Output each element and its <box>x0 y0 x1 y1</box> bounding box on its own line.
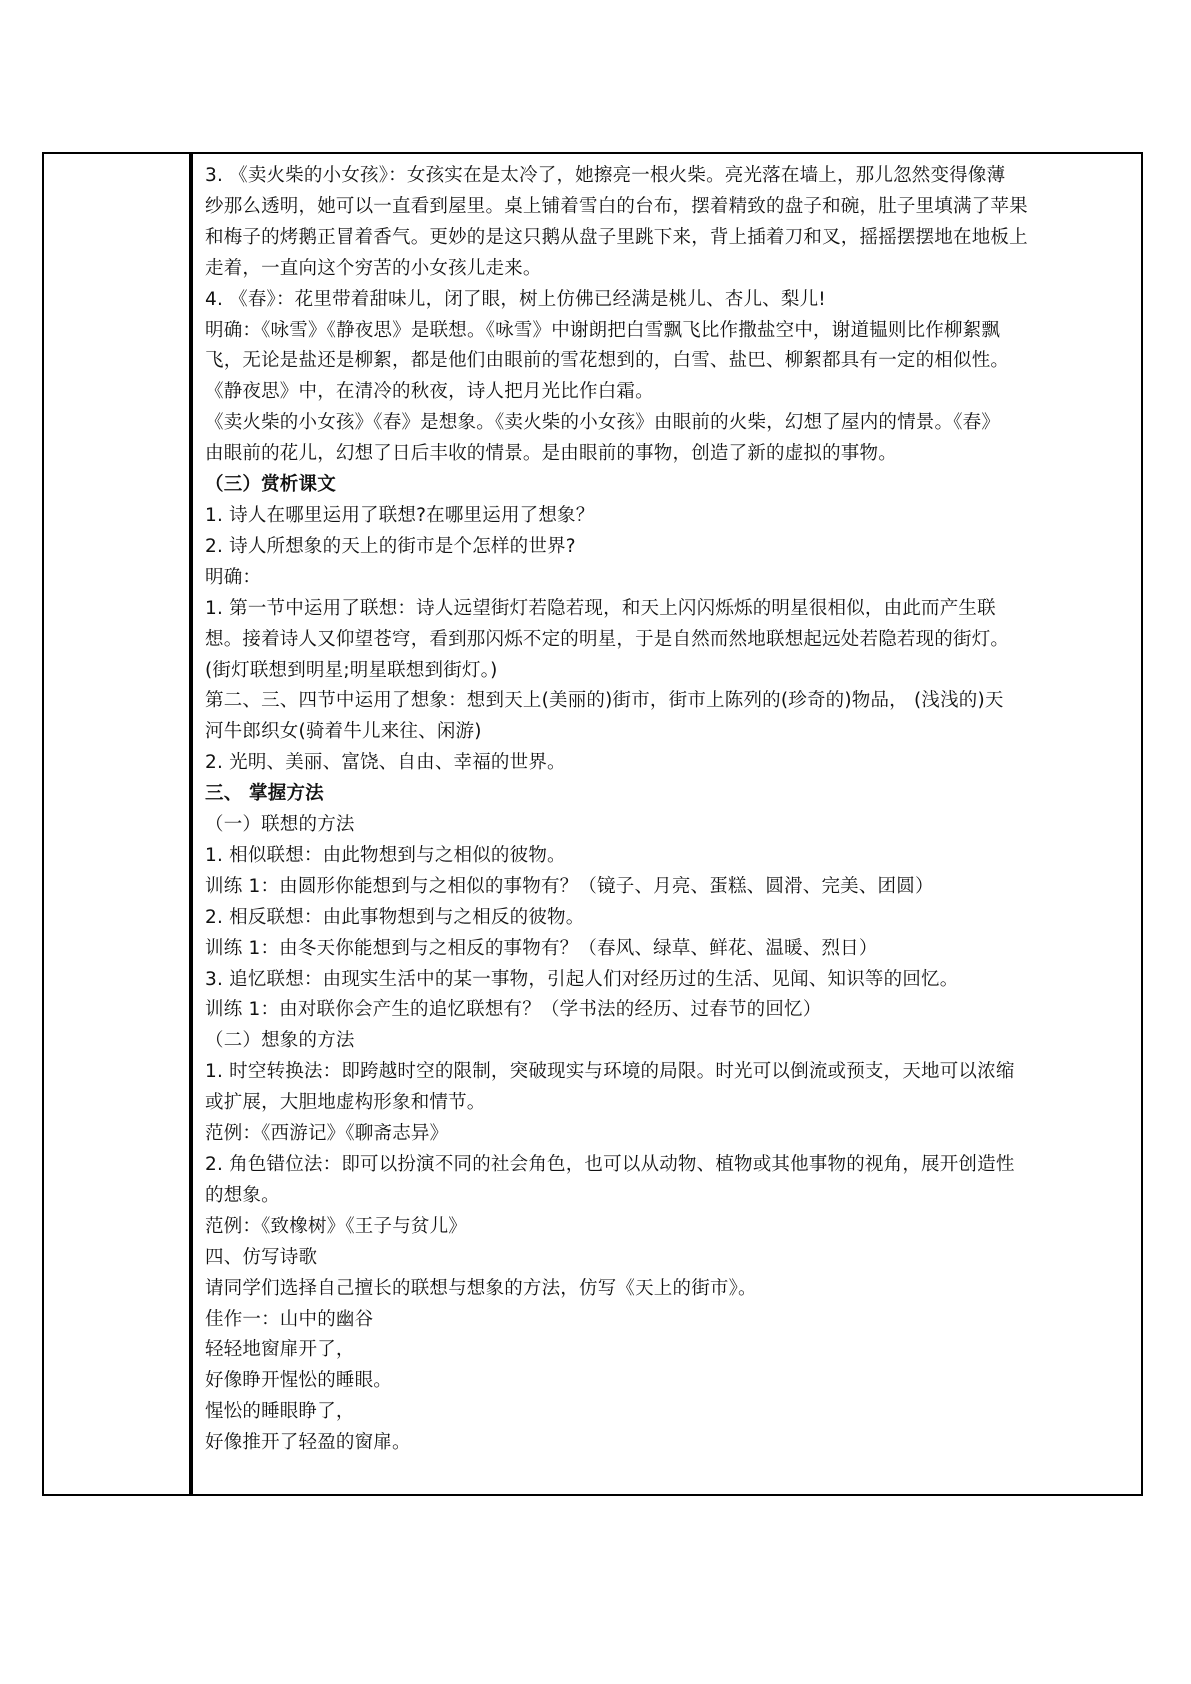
text-line: 好像推开了轻盈的窗扉。 <box>205 1432 411 1454</box>
text-line: 3. 《卖火柴的小女孩》：女孩实在是太冷了，她擦亮一根火柴。亮光落在墙上，那儿忽然变得像薄 <box>205 165 1006 186</box>
text-line: 1. 相似联想：由此物想到与之相似的彼物。 <box>205 844 566 866</box>
left-label-cell <box>44 154 193 1494</box>
text-line: 明确：《咏雪》《静夜思》是联想。《咏雪》中谢朗把白雪飘飞比作撒盐空中，谢道韫则比作柳絮飘 <box>205 319 1001 341</box>
text-line: 训练 1：由冬天你能想到与之相反的事物有？（春风、绿草、鲜花、温暖、烈日） <box>205 937 878 959</box>
section-heading: （三）赏析课文 <box>205 474 336 496</box>
text-line: 河牛郎织女(骑着牛儿来往、闲游) <box>205 721 482 743</box>
text-line: 范例：《西游记》《聊斋志异》 <box>205 1123 449 1145</box>
text-line: 惺忪的睡眼睁了， <box>205 1401 355 1423</box>
text-line: (街灯联想到明星;明星联想到街灯。) <box>205 659 498 681</box>
text-line: 《静夜思》中，在清冷的秋夜，诗人把月光比作白霜。 <box>205 381 654 403</box>
text-line: 训练 1：由对联你会产生的追忆联想有？（学书法的经历、过春节的回忆） <box>205 999 822 1021</box>
text-line: 飞，无论是盐还是柳絮，都是他们由眼前的雪花想到的，白雪、盐巴、柳絮都具有一定的相似性。 <box>205 350 1010 372</box>
section-heading: 三、 掌握方法 <box>205 783 324 805</box>
text-line: 《卖火柴的小女孩》《春》是想象。《卖火柴的小女孩》由眼前的火柴，幻想了屋内的情景。《春》 <box>205 412 1001 434</box>
text-line: 佳作一：山中的幽谷 <box>205 1308 374 1330</box>
text-line: 2. 光明、美丽、富饶、自由、幸福的世界。 <box>205 752 566 774</box>
text-line: 1. 时空转换法：即跨越时空的限制，突破现实与环境的局限。时光可以倒流或预支，天地可以浓缩 <box>205 1061 1015 1083</box>
text-line: （一）联想的方法 <box>205 814 355 836</box>
text-line: 纱那么透明，她可以一直看到屋里。桌上铺着雪白的台布，摆着精致的盘子和碗，肚子里填满了苹果 <box>205 195 1028 217</box>
text-line: 2. 诗人所想象的天上的街市是个怎样的世界? <box>205 535 576 557</box>
text-line: （二）想象的方法 <box>205 1030 355 1052</box>
text-line: 2. 角色错位法：即可以扮演不同的社会角色，也可以从动物、植物或其他事物的视角，展开创造性 <box>205 1154 1015 1175</box>
text-line: 走着，一直向这个穷苦的小女孩儿走来。 <box>205 257 542 279</box>
text-line: 四、仿写诗歌 <box>205 1246 318 1268</box>
lesson-table <box>42 152 1143 1496</box>
text-line: 由眼前的花儿，幻想了日后丰收的情景。是由眼前的事物，创造了新的虚拟的事物。 <box>205 443 897 465</box>
text-line: 轻轻地窗扉开了， <box>205 1339 355 1361</box>
text-line: 请同学们选择自己擅长的联想与想象的方法，仿写《天上的街市》。 <box>205 1277 757 1299</box>
text-line: 明确： <box>205 566 262 588</box>
text-line: 想。接着诗人又仰望苍穹，看到那闪烁不定的明星，于是自然而然地联想起远处若隐若现的街灯。 <box>205 628 1010 650</box>
text-line: 2. 相反联想：由此事物想到与之相反的彼物。 <box>205 906 585 928</box>
text-line: 4. 《春》：花里带着甜味儿，闭了眼，树上仿佛已经满是桃儿、杏儿、梨儿! <box>205 288 826 310</box>
lesson-content-cell <box>193 154 1141 1494</box>
text-line: 1. 诗人在哪里运用了联想?在哪里运用了想象？ <box>205 504 595 526</box>
text-line: 范例：《致橡树》《王子与贫儿》 <box>205 1215 468 1237</box>
text-line: 好像睁开惺忪的睡眼。 <box>205 1370 393 1392</box>
text-line: 和梅子的烤鹅正冒着香气。更妙的是这只鹅从盘子里跳下来，背上插着刀和叉，摇摇摆摆地在地板上 <box>205 226 1028 248</box>
text-line: 训练 1：由圆形你能想到与之相似的事物有？（镜子、月亮、蛋糕、圆滑、完美、团圆） <box>205 875 934 897</box>
text-line: 3. 追忆联想：由现实生活中的某一事物，引起人们对经历过的生活、见闻、知识等的回忆。 <box>205 968 959 990</box>
text-line: 1. 第一节中运用了联想：诗人远望街灯若隐若现，和天上闪闪烁烁的明星很相似，由此而产生联 <box>205 597 996 619</box>
text-line: 的想象。 <box>205 1184 280 1206</box>
text-line: 第二、三、四节中运用了想象：想到天上(美丽的)街市，街市上陈列的(珍奇的)物品， (浅浅的)天 <box>205 690 1004 712</box>
text-line: 或扩展，大胆地虚构形象和情节。 <box>205 1092 486 1114</box>
